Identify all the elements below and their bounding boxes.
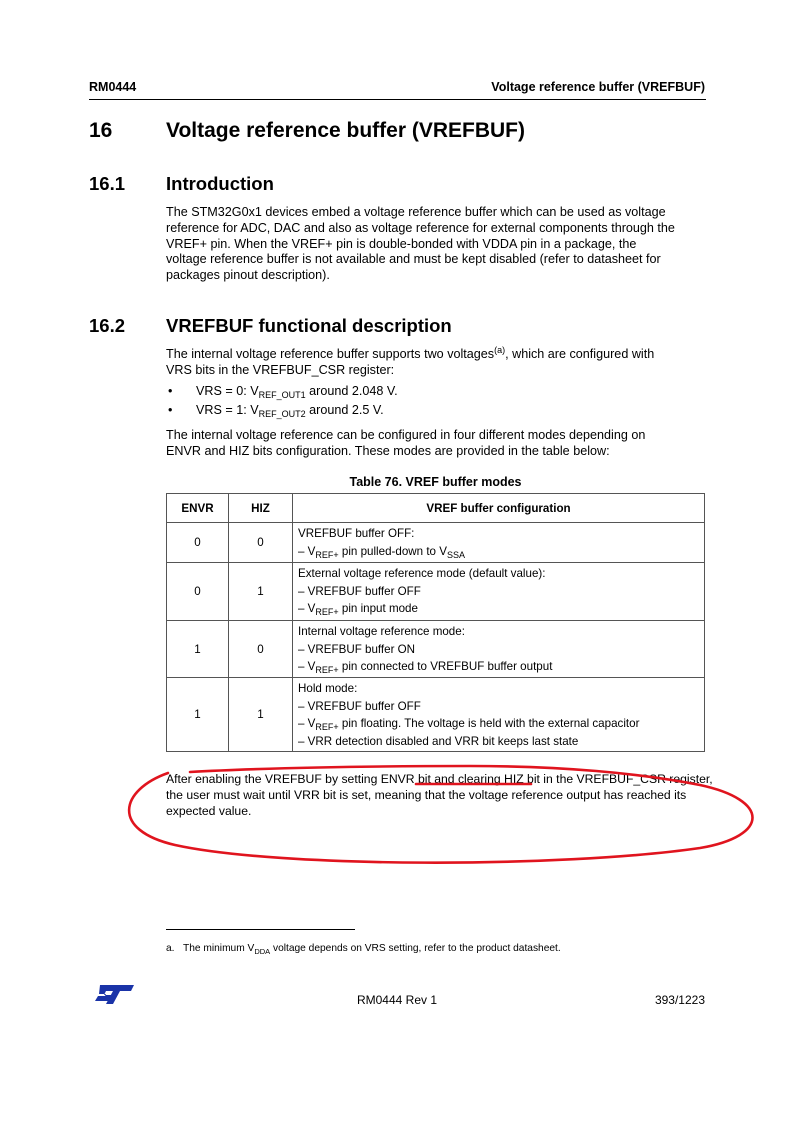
chapter-title: Voltage reference buffer (VREFBUF) [166,119,525,142]
footnote: a. The minimum $V_{DDA}$ voltage depends on VRS setting, refer to the product datasheet. [166,943,561,956]
cell-config: VREFBUF buffer OFF: – $V_{REF+}$ pin pulled-down to $V_{SSA}$ [293,523,705,563]
header-doc-id: RM0444 [89,80,137,94]
bullet-marker: • [168,403,173,417]
cell-hiz: 1 [229,678,293,752]
footnote-rule [166,929,355,930]
table-header-row [167,494,705,523]
table-row [167,523,705,563]
chapter-number: 16 [89,119,113,142]
page-number: 393/1223 [654,993,705,1007]
text-line: the user must wait until VRR bit is set, meaning that the voltage reference output has reached its [166,787,687,802]
vref-modes-table [166,493,705,752]
footnote-ref[interactable]: (a) [494,345,506,355]
cell-envr: 1 [167,678,229,752]
table-caption: Table 76. VREF buffer modes [349,475,522,489]
text-line: packages pinout description). [166,268,330,283]
after-table-paragraph [166,772,726,819]
section-1-title: Introduction [166,173,274,194]
cell-hiz: 0 [229,523,293,563]
cell-config: Internal voltage reference mode: – VREFBUF buffer ON – $V_{REF+}$ pin connected to VREFBUF buffer output [293,621,705,678]
text-line [166,347,711,363]
section-2-title: VREFBUF functional description [166,315,452,336]
bullet-item-vrs1: VRS = 1: $V_{REF\_OUT2}$ around 2.5 V. [196,403,384,419]
footer-doc-rev: RM0444 Rev 1 [356,993,438,1007]
section-1-number: 16.1 [89,173,126,194]
cell-config: Hold mode: – VREFBUF buffer OFF – $V_{REF+}$ pin floating. The voltage is held with the external capacitor – VRR detection disabled and VRR bit keeps last state [293,678,705,752]
introduction-paragraph [166,205,711,284]
table-row [167,621,705,678]
modes-paragraph [166,428,711,460]
section-2-number: 16.2 [89,315,126,336]
cell-hiz: 0 [229,621,293,678]
functional-paragraph [166,347,711,379]
column-header-config: VREF buffer configuration [293,494,705,523]
bullet-marker: • [168,384,173,398]
text-line: expected value. [166,803,252,818]
text-line: The internal voltage reference can be configured in four different modes depending on [166,428,646,442]
header-section-title: Voltage reference buffer (VREFBUF) [491,80,705,94]
text-line: After enabling the VREFBUF by setting ENVR bit and clearing HIZ bit in the VREFBUF_CSR register, [166,772,713,786]
footnote-mark: a. [166,943,175,954]
text-fragment: , which are configured with [505,347,655,361]
table-row [167,678,705,752]
bullet-item-vrs0: VRS = 0: $V_{REF\_OUT1}$ around 2.048 V. [196,384,398,400]
column-header-hiz: HIZ [229,494,293,523]
text-line: ENVR and HIZ bits configuration. These modes are provided in the table below: [166,443,610,458]
cell-config: External voltage reference mode (default value): – VREFBUF buffer OFF – $V_{REF+}$ pin input mode [293,563,705,621]
text-line: reference for ADC, DAC and also as voltage reference for external components through the [166,220,675,235]
text-line: voltage reference buffer is not available and must be kept disabled (refer to datasheet for [166,252,661,267]
table-row [167,563,705,621]
cell-envr: 0 [167,523,229,563]
text-line: VREF+ pin. When the VREF+ pin is double-bonded with VDDA pin in a package, the [166,236,637,251]
header-rule [89,99,706,100]
text-fragment: The internal voltage reference buffer supports two voltages [166,347,495,361]
text-line: VRS bits in the VREFBUF_CSR register: [166,362,395,377]
cell-envr: 0 [167,563,229,621]
cell-envr: 1 [167,621,229,678]
column-header-envr: ENVR [167,494,229,523]
text-line: The STM32G0x1 devices embed a voltage reference buffer which can be used as voltage [166,205,666,219]
cell-hiz: 1 [229,563,293,621]
